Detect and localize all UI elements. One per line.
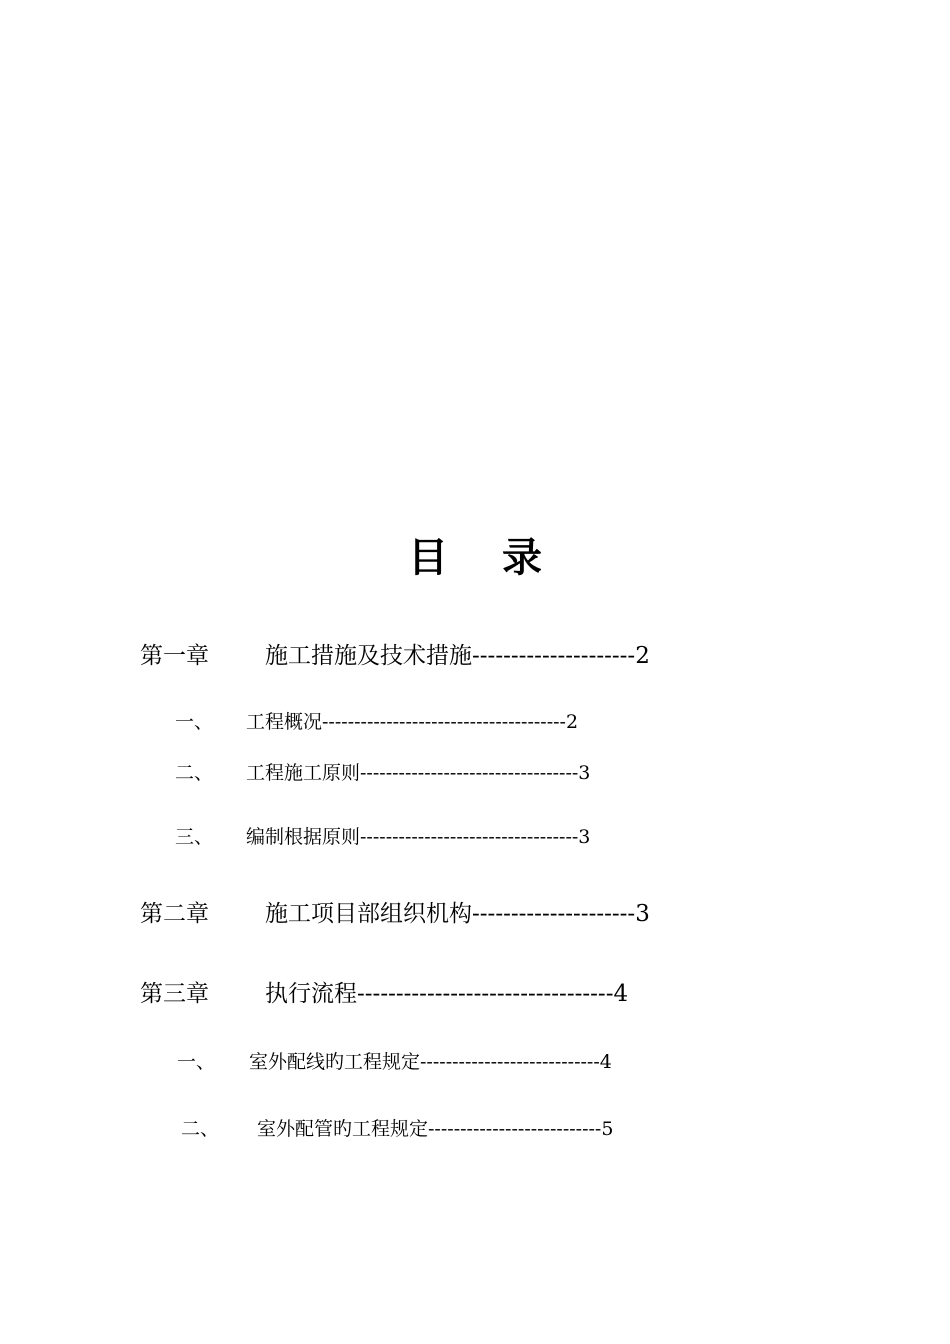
- toc-entry-leader: ---------------------: [472, 901, 636, 927]
- toc-entry-leader: ---------------------------: [428, 1118, 602, 1140]
- toc-entry-number: 二、: [175, 762, 214, 784]
- toc-entry-leader: --------------------------------------: [322, 711, 566, 733]
- toc-entry-number: 第二章: [140, 901, 209, 927]
- toc-entry-leader: ---------------------------------: [357, 981, 614, 1007]
- toc-entry-page: 3: [578, 762, 591, 784]
- toc-entry-number: 第一章: [140, 643, 209, 669]
- toc-entry-leader: ----------------------------------: [360, 762, 579, 784]
- toc-entry-page: 2: [565, 711, 579, 733]
- toc-entry-leader: ----------------------------------: [360, 826, 579, 848]
- toc-entry-page: 4: [599, 1051, 612, 1073]
- toc-entry-title: 室外配管旳工程规定: [257, 1118, 429, 1140]
- toc-entry-number: 第三章: [140, 981, 209, 1007]
- toc-entry-title: 工程施工原则: [246, 762, 361, 784]
- toc-entry-number: 一、: [175, 711, 214, 733]
- toc-entry-page: 3: [578, 826, 591, 848]
- toc-entry-page: 5: [601, 1118, 614, 1140]
- toc-entry-number: 二、: [181, 1118, 220, 1140]
- toc-entry-title: 施工项目部组织机构: [265, 901, 472, 927]
- toc-entry-page: 4: [613, 981, 629, 1007]
- toc-entry-title: 施工措施及技术措施: [265, 643, 472, 669]
- toc-entry-leader: ---------------------: [472, 643, 636, 669]
- toc-entry-title: 工程概况: [246, 711, 323, 733]
- toc-entry-page: 3: [635, 901, 650, 927]
- toc-entry-leader: ----------------------------: [420, 1051, 600, 1073]
- toc-entry-title: 室外配线旳工程规定: [249, 1051, 421, 1073]
- toc-title: 目 录: [408, 535, 562, 581]
- toc-entry-number: 三、: [175, 826, 214, 848]
- toc-entry-number: 一、: [177, 1051, 216, 1073]
- toc-entry-page: 2: [635, 643, 650, 669]
- toc-entry-title: 编制根据原则: [246, 826, 361, 848]
- toc-entry-title: 执行流程: [265, 981, 357, 1007]
